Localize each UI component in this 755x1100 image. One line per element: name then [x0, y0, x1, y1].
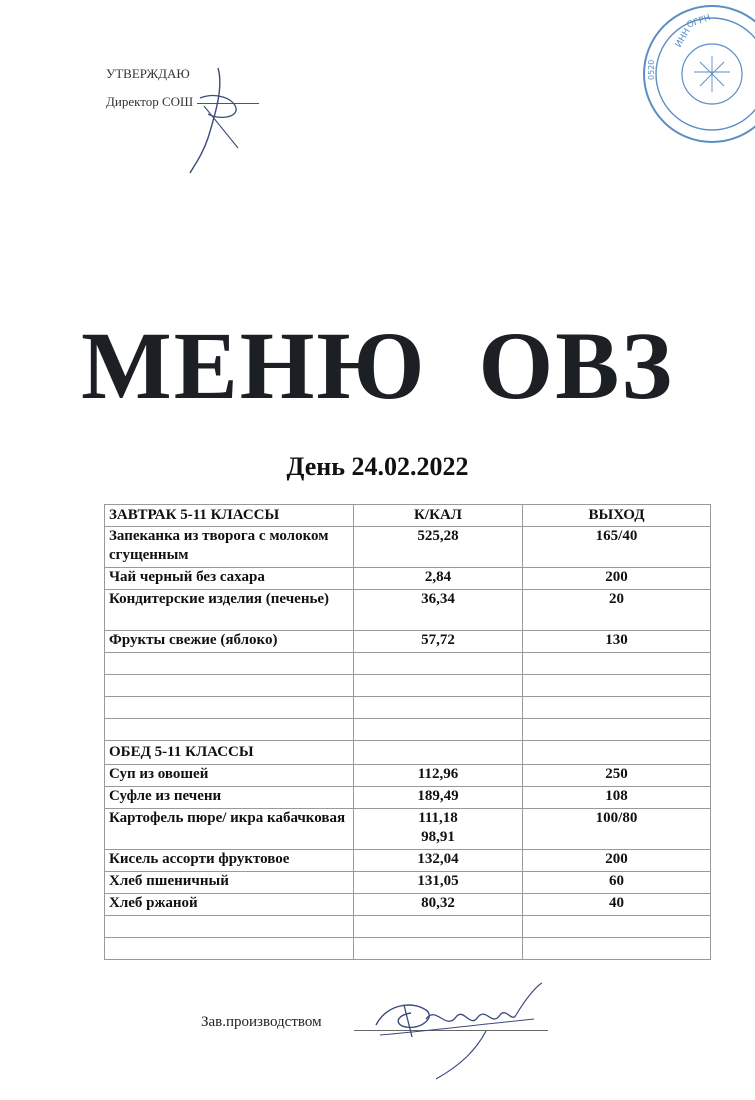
dish-kcal-first: 111,18 — [418, 810, 458, 826]
production-manager-label: Зав.производством — [201, 1014, 322, 1030]
dish-output: 165/40 — [523, 527, 711, 568]
dish-output: 60 — [523, 872, 711, 894]
table-row — [105, 809, 711, 850]
table-row — [105, 850, 711, 872]
dish-output: 130 — [523, 631, 711, 653]
empty-row — [105, 719, 711, 741]
dish-kcal: 57,72 — [354, 631, 523, 653]
empty-row — [105, 653, 711, 675]
dish-output: 200 — [523, 850, 711, 872]
table-row — [105, 765, 711, 787]
dish-kcal: 36,34 — [354, 590, 523, 631]
dish-output: 200 — [523, 568, 711, 590]
dish-name: Картофель пюре/ икра кабачковая — [105, 809, 354, 850]
empty-row — [105, 938, 711, 960]
table-row — [105, 590, 711, 631]
dish-kcal: 525,28 — [354, 527, 523, 568]
svg-text:ОГРН: ОГРН — [685, 12, 713, 31]
dish-name: Кисель ассорти фруктовое — [105, 850, 354, 872]
dish-output: 20 — [523, 590, 711, 631]
lunch-header: ОБЕД 5-11 КЛАССЫ — [105, 741, 354, 765]
breakfast-header: ЗАВТРАК 5-11 КЛАССЫ — [105, 505, 354, 527]
dish-name: Хлеб ржаной — [105, 894, 354, 916]
school-stamp — [636, 2, 755, 152]
empty-row — [105, 697, 711, 719]
output-header: ВЫХОД — [523, 505, 711, 527]
director-label: Директор СОШ — [106, 94, 194, 109]
dish-kcal: 2,84 — [354, 568, 523, 590]
table-row — [105, 872, 711, 894]
dish-name: Суфле из печени — [105, 787, 354, 809]
dish-name: Суп из овошей — [105, 765, 354, 787]
approve-label: УТВЕРЖДАЮ — [106, 66, 190, 81]
table-row — [105, 631, 711, 653]
dish-output: 40 — [523, 894, 711, 916]
table-row — [105, 568, 711, 590]
dish-name: Кондитерские изделия (печенье) — [105, 590, 354, 631]
table-row — [105, 527, 711, 568]
kcal-header: К/КАЛ — [354, 505, 523, 527]
breakfast-header-row — [105, 505, 711, 527]
dish-kcal — [354, 809, 523, 850]
empty-row — [105, 675, 711, 697]
director-signature — [178, 58, 258, 178]
empty-row — [105, 916, 711, 938]
production-manager-signature — [366, 975, 546, 1085]
table-row — [105, 787, 711, 809]
dish-name: Запеканка из творога с молоком сгущенным — [105, 527, 354, 568]
dish-name: Фрукты свежие (яблоко) — [105, 631, 354, 653]
dish-name: Чай черный без сахара — [105, 568, 354, 590]
svg-text:ИНН: ИНН — [673, 26, 693, 50]
lunch-header-row — [105, 741, 711, 765]
table-row — [105, 894, 711, 916]
menu-date: День 24.02.2022 — [286, 452, 469, 481]
dish-kcal: 80,32 — [354, 894, 523, 916]
dish-output: 250 — [523, 765, 711, 787]
dish-kcal: 189,49 — [354, 787, 523, 809]
svg-text:0520: 0520 — [647, 59, 656, 80]
menu-table — [104, 504, 711, 960]
dish-kcal-second: 98,91 — [421, 829, 455, 845]
dish-name: Хлеб пшеничный — [105, 872, 354, 894]
dish-kcal: 132,04 — [354, 850, 523, 872]
dish-output: 100/80 — [523, 809, 711, 850]
page-title: МЕНЮ ОВЗ — [81, 312, 674, 419]
dish-output: 108 — [523, 787, 711, 809]
dish-kcal: 112,96 — [354, 765, 523, 787]
dish-kcal: 131,05 — [354, 872, 523, 894]
